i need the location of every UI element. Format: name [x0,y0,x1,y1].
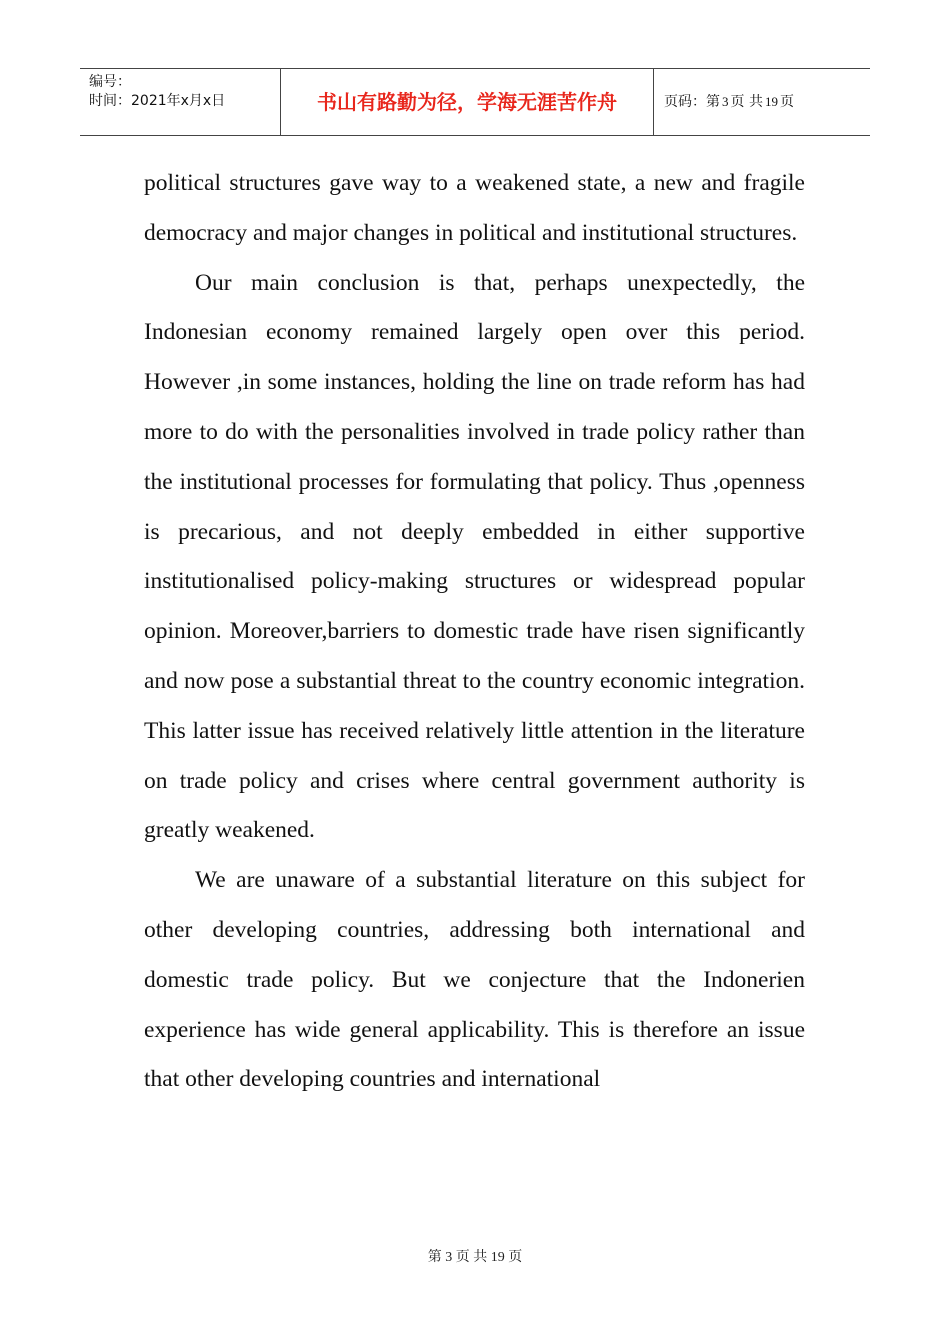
header-page-middle: 页 共 [730,94,763,110]
header-motto: 书山有路勤为径，学海无涯苦作舟 [281,69,654,135]
body-paragraph: Our main conclusion is that, perhaps unexpectedly, the Indonesian economy remained largely open over this period. However ,in some instances, holding the line on trade reform has had more to do with the personalities involved in trade policy rather than the institutional processes for formulating that policy. Thus ,openness is precarious, and not deeply embedded in either supportive institutionalised policy-making structures or widespread popular opinion. Moreover,barriers to domestic trade have risen significantly and now pose a substantial threat to the country economic integration. This latter issue has received relatively little attention in the literature on trade policy and crises where central government authority is greatly weakened. [144,269,805,844]
body-paragraph: We are unaware of a substantial literature on this subject for other developing countries, addressing both international and domestic trade policy. But we conjecture that the Indonerien experience has wide general applicability. This is therefore an issue that other developing countries and international [144,867,805,1093]
header-number-label: 编号： [89,74,131,90]
page-footer: 第 3 页 共 19 页 [427,1250,523,1265]
document-body [144,159,805,1105]
header-page-current: 3 [722,94,729,109]
header-page-suffix: 页 [779,94,794,110]
header-meta-cell [80,69,281,135]
header-date-label: 时间：2021年x月x日 [89,93,226,109]
header-page-indicator [654,69,870,135]
header-page-prefix: 页码：第 [664,94,720,110]
header-page-total: 19 [764,94,778,109]
document-header [80,68,870,136]
body-paragraph-continued: political structures gave way to a weakened state, a new and fragile democracy and major changes in political and institutional structures. [144,170,805,246]
